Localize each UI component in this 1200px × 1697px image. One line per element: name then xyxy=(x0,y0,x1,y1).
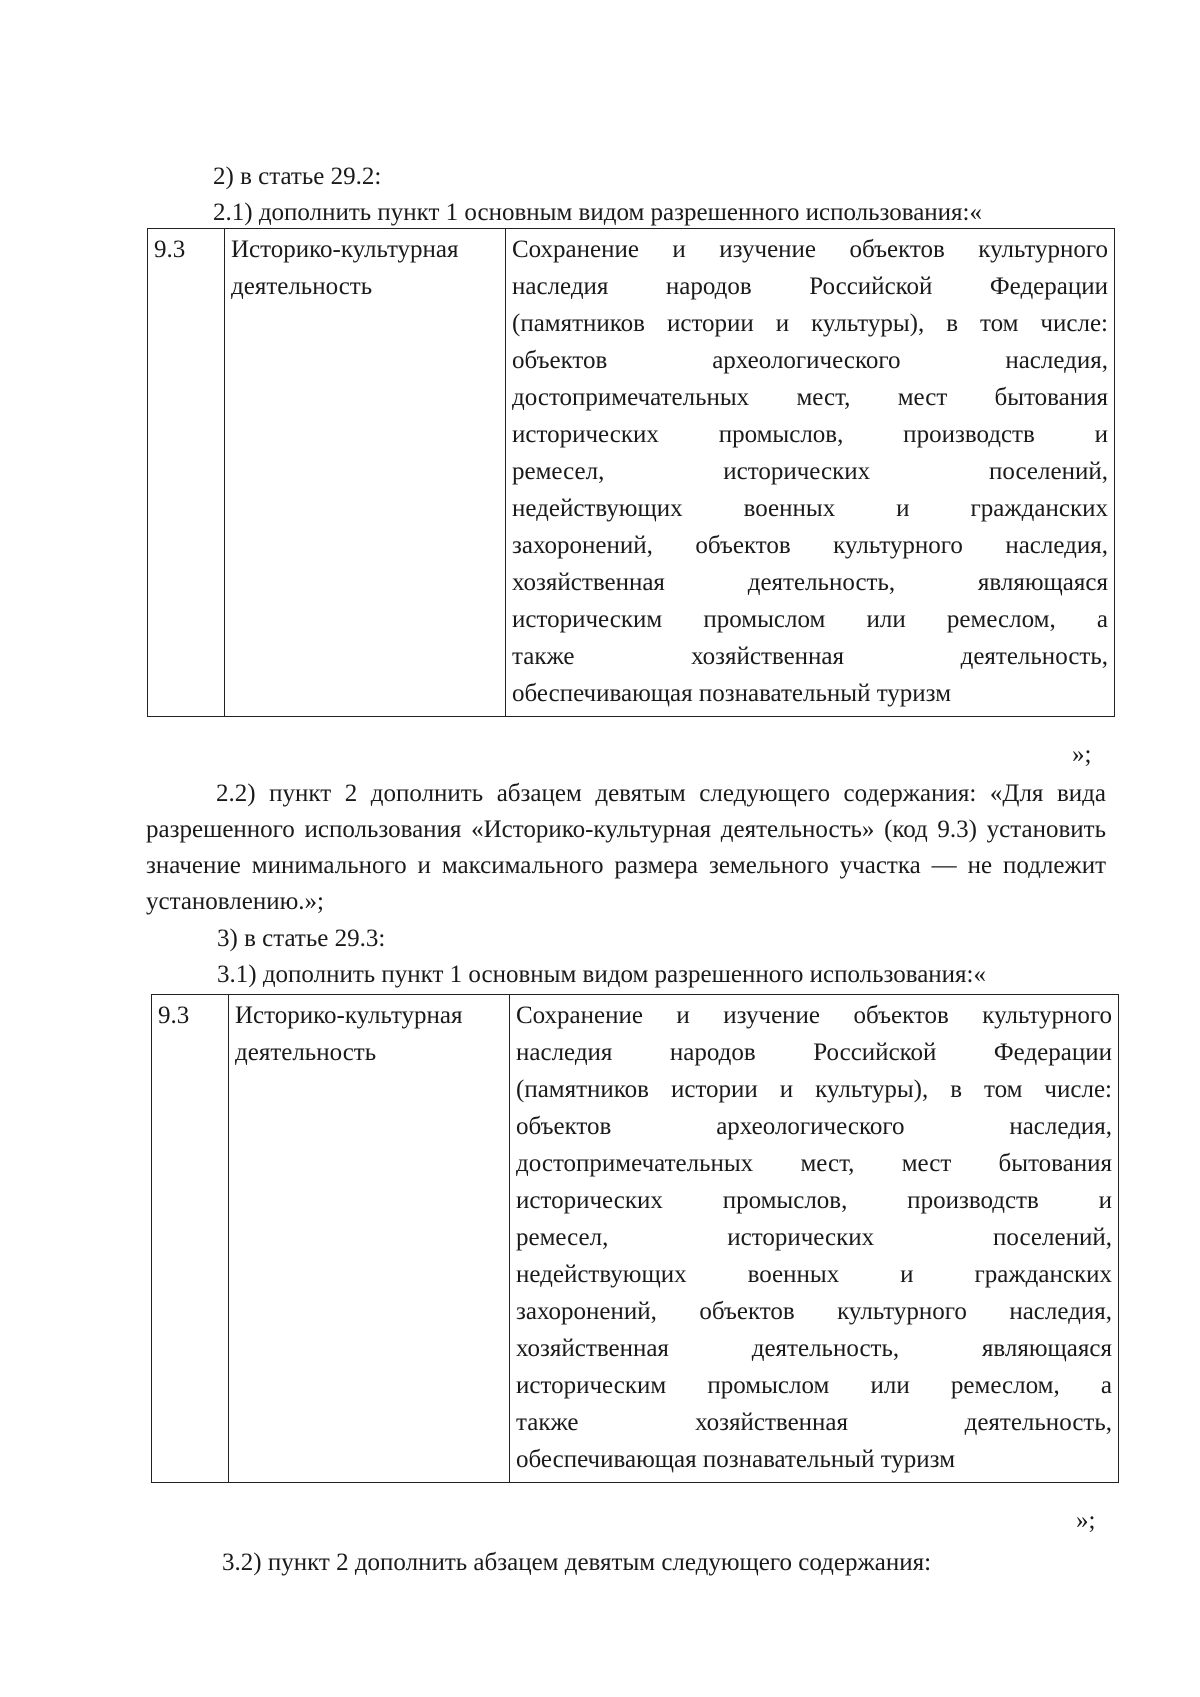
closing-quote: »; xyxy=(1076,1507,1096,1534)
description-line: объектов археологического наследия, xyxy=(512,347,1108,374)
item-3-2-text: 3.2) пункт 2 дополнить абзацем девятым следующего содержания: xyxy=(222,1549,932,1576)
use-name-line: деятельность xyxy=(231,273,373,300)
description-line: обеспечивающая познавательный туризм xyxy=(516,1446,956,1473)
use-code: 9.3 xyxy=(158,1002,190,1029)
heading-article-29-2: 2) в статье 29.2: xyxy=(213,163,382,190)
description-line: (памятников истории и культуры), в том числе: xyxy=(516,1076,1112,1103)
land-use-table-29-2 xyxy=(147,228,1115,717)
description-line: достопримечательных мест, мест бытования xyxy=(516,1150,1112,1177)
description-line: ремесел, исторических поселений, xyxy=(516,1224,1112,1251)
use-name-line: Историко-культурная xyxy=(231,236,459,263)
description-line: историческим промыслом или ремеслом, а xyxy=(512,606,1108,633)
table-row xyxy=(148,229,1115,717)
description-line: (памятников истории и культуры), в том числе: xyxy=(512,310,1108,337)
description-line: исторических промыслов, производств и xyxy=(512,421,1108,448)
use-name-cell xyxy=(225,229,506,717)
use-code: 9.3 xyxy=(154,236,186,263)
description-line: захоронений, объектов культурного наследия, xyxy=(516,1298,1112,1325)
description-line: хозяйственная деятельность, являющаяся xyxy=(516,1335,1112,1362)
use-name-line: деятельность xyxy=(235,1039,377,1066)
use-code-cell xyxy=(148,229,225,717)
use-description-cell xyxy=(506,229,1115,717)
table-row xyxy=(152,995,1119,1483)
description-line: объектов археологического наследия, xyxy=(516,1113,1112,1140)
closing-quote: »; xyxy=(1072,741,1092,768)
description-line: историческим промыслом или ремеслом, а xyxy=(516,1372,1112,1399)
use-description-cell xyxy=(510,995,1119,1483)
description-line: исторических промыслов, производств и xyxy=(516,1187,1112,1214)
description-line: также хозяйственная деятельность, xyxy=(516,1409,1112,1436)
description-line: захоронений, объектов культурного наследия, xyxy=(512,532,1108,559)
description-line: обеспечивающая познавательный туризм xyxy=(512,680,952,707)
description-line: достопримечательных мест, мест бытования xyxy=(512,384,1108,411)
use-name-line: Историко-культурная xyxy=(235,1002,463,1029)
description-line: Сохранение и изучение объектов культурного xyxy=(516,1002,1112,1029)
description-line: наследия народов Российской Федерации xyxy=(516,1039,1112,1066)
item-2-2-text: 2.2) пункт 2 дополнить абзацем девятым следующего содержания: «Для вида разрешенного использования «Историко-культурная деятельность» (код 9.3) установить значение минимального и максимального размера земельного участка — не подлежит установлению.»; xyxy=(146,780,1106,915)
description-line: недействующих военных и гражданских xyxy=(516,1261,1112,1288)
item-2-1-text: 2.1) дополнить пункт 1 основным видом разрешенного использования:« xyxy=(213,199,983,226)
item-3-1-text: 3.1) дополнить пункт 1 основным видом разрешенного использования:« xyxy=(217,961,987,988)
heading-article-29-3: 3) в статье 29.3: xyxy=(217,925,386,952)
description-line: ремесел, исторических поселений, xyxy=(512,458,1108,485)
description-line: Сохранение и изучение объектов культурного xyxy=(512,236,1108,263)
description-line: недействующих военных и гражданских xyxy=(512,495,1108,522)
description-line: хозяйственная деятельность, являющаяся xyxy=(512,569,1108,596)
description-line: наследия народов Российской Федерации xyxy=(512,273,1108,300)
use-code-cell xyxy=(152,995,229,1483)
item-2-2-paragraph xyxy=(146,776,1106,920)
land-use-table-29-3 xyxy=(151,994,1119,1483)
description-line: также хозяйственная деятельность, xyxy=(512,643,1108,670)
use-name-cell xyxy=(229,995,510,1483)
